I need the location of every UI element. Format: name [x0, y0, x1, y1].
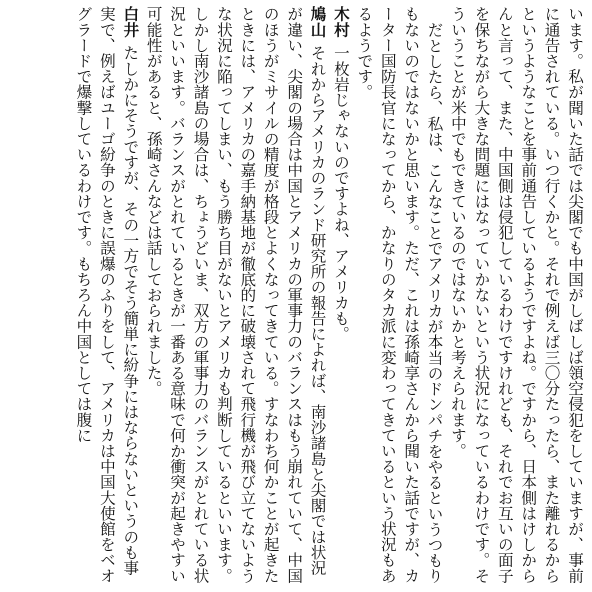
dialogue-text: それからアメリカのランド研究所の報告によれば、南沙諸島と尖閣では状況が違い、尖閣の場合は中国とアメリカの軍事力のバランスはもう崩れていて、中国のほうがミサイルの精度が格段とよくなってきている。すなわち何かことが起きたときには、アメリカの嘉手納基地が徹底的に破壊されて飛行機が飛び立てないような状況に陥ってしまい、もう勝ち目がないとアメリカも判断しているといいます。しかし南沙諸島の場合は、ちょうどいま、双方の軍事力のバランスがとれている状況といいます。バランスがとれているときが一番ある意味で何か衝突が起きやすい可能性があると、孫崎さんなどは話しておられました。: [144, 6, 327, 584]
speaker-name: 木村: [331, 6, 350, 38]
dialogue-hatoyama: [141, 6, 328, 586]
dialogue-shirai: [71, 6, 141, 586]
dialogue-text: 一枚岩じゃないのですよね、アメリカも。: [331, 45, 350, 342]
speaker-name: 鳩山: [308, 6, 327, 38]
dialogue-text: たしかにそうですが、その一方でそう簡単に紛争にはならないというのも事実で、例えばユーゴ紛争のときに誤爆のふりをして、アメリカは中国大使館をベオグラードで爆撃しているわけです。もちろん中国としては腹に: [74, 6, 140, 584]
speaker-name: 白井: [121, 6, 140, 38]
paragraph-2: [352, 6, 446, 586]
dialogue-kimura: [329, 6, 352, 586]
book-page: [10, 6, 586, 586]
paragraph-text: だとしたら、私は、こんなことでアメリカが本当のドンパチをやるというつもりもないのではないかと思います。ただ、これは孫崎享さんから聞いた話ですが、カーター国防長官になってから、かなりのタカ派に変わってきているという状況もあるようです。: [355, 6, 444, 584]
paragraph-1: [446, 6, 586, 586]
paragraph-text: います。私が聞いた話では尖閣でも中国がしばしば領空侵犯をしていますが、事前に通告されている。いつ行くかと。それで例えば三〇分たったら、また離れるからというようなことを事前通告しているようですよね。ですから、日本側はけしからんと言って、また、中国側は侵犯しているわけですけれども、それでお互いの面子を保ちながら大きな問題にはなっていかないという状況になっているわけです。そういうことが米中でもできているのではないかと考えられます。: [448, 6, 584, 584]
